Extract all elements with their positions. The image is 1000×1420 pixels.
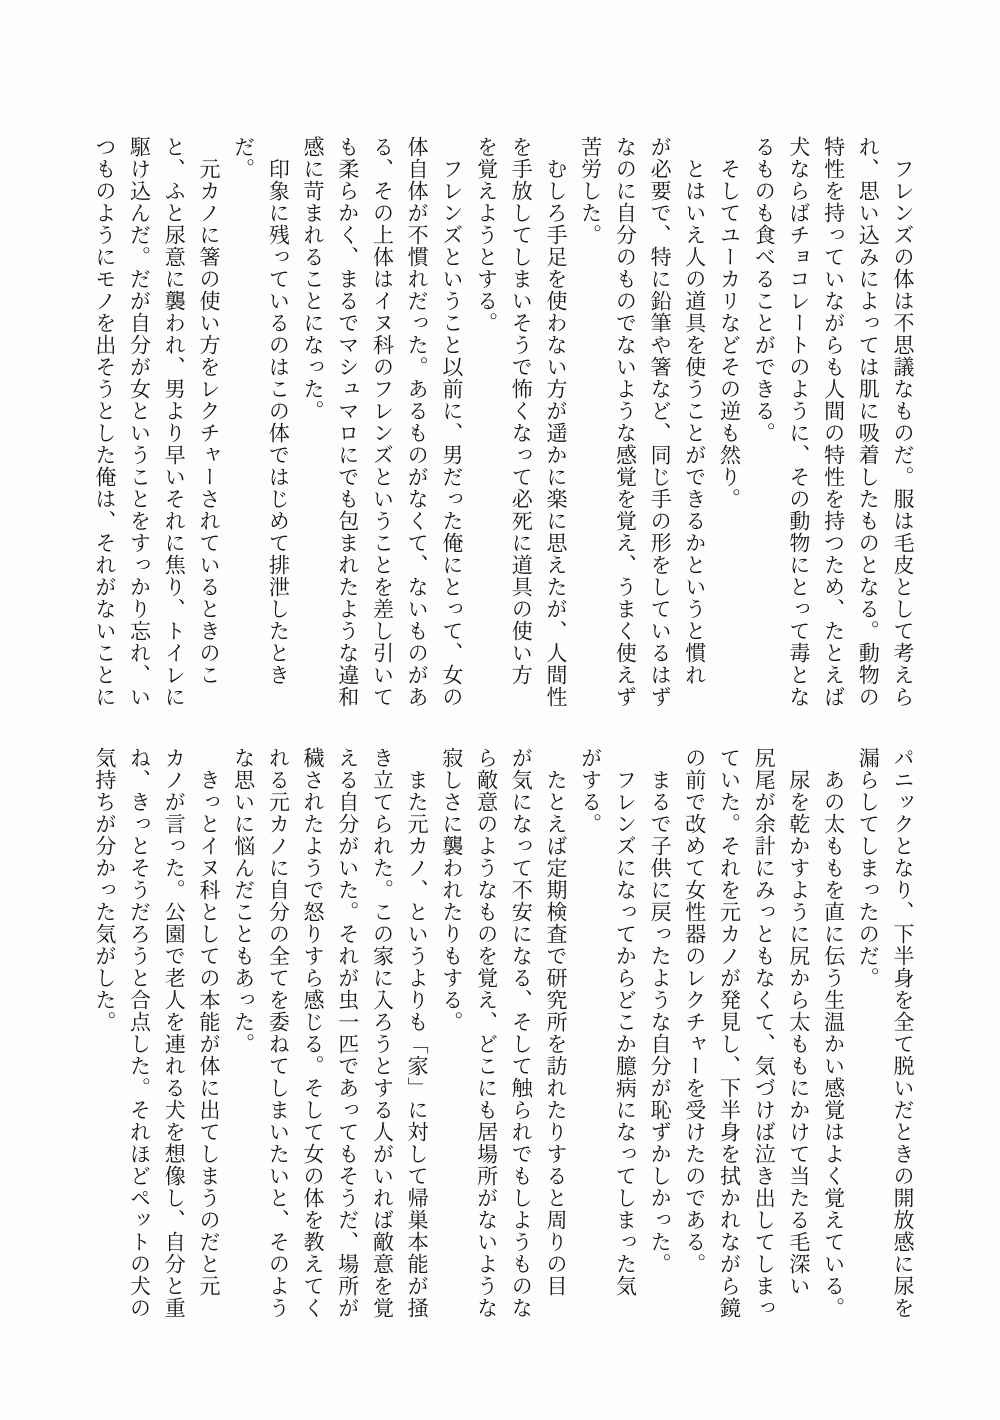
text-column: カノが言った。公園で老人を連れる犬を想像し、自分と重 (162, 747, 187, 1319)
text-column: 特性を持っていながらも人間の特性を持つため、たとえば (821, 136, 846, 708)
text-column: パニックとなり、下半身を全て脱いだときの開放感に尿を (891, 747, 915, 1319)
text-column: まるで子供に戻ったような自分が恥ずかしかった。 (648, 769, 673, 1275)
text-column: ていた。それを元カノが発見し、下半身を拭かれながら鏡 (717, 747, 742, 1319)
text-column: の前で改めて女性器のレクチャーを受けたのである。 (682, 747, 707, 1275)
text-column: また元カノ、というよりも「家」に対して帰巣本能が掻 (405, 769, 430, 1319)
text-column: そしてユーカリなどその逆も然り。 (717, 158, 742, 510)
text-column: 犬ならばチョコレートのように、その動物にとって毒とな (786, 136, 811, 708)
text-column: 穢されたようで怒りすら感じる。そして女の体を教えてく (301, 747, 326, 1319)
text-column: れ、思い込みによっては肌に吸着したものとなる。動物の (856, 136, 881, 708)
text-column: 尻尾が余計にみっともなくて、気づけば泣き出してしまっ (752, 747, 777, 1319)
text-column: フレンズということ以前に、男だった俺にとって、女の (439, 158, 464, 708)
text-column: を覚えようとする。 (474, 136, 499, 334)
text-column: が気になって不安になる、そして触られでもしようものな (509, 747, 534, 1319)
text-column: きっとイヌ科としての本能が体に出てしまうのだと元 (196, 769, 221, 1297)
text-column: る、その上体はイヌ科のフレンズということを差し引いて (370, 136, 395, 708)
text-column: な思いに悩んだこともあった。 (231, 747, 256, 1055)
text-column: を手放してしまいそうで怖くなって必死に道具の使い方 (509, 136, 534, 686)
text-column: フレンズになってからどこか臆病になってしまった気 (613, 769, 638, 1297)
text-column: が必要で、特に鉛筆や箸など、同じ手の形をしているはず (648, 136, 673, 708)
text-column: ね、きっとそうだろうと合点した。それほどペットの犬の (127, 747, 152, 1319)
text-column: 体自体が不慣れだった。あるものがなくて、ないものがあ (405, 136, 430, 708)
text-column: だ。 (231, 136, 256, 180)
text-column: も柔らかく、まるでマシュマロにでも包まれたような違和 (335, 136, 360, 708)
text-column: 気持ちが分かった気がした。 (92, 747, 117, 1033)
text-column: ら敵意のようなものを覚え、どこにも居場所がないような (474, 747, 499, 1319)
text-column: 寂しさに襲われたりもする。 (439, 747, 464, 1033)
text-column: なのに自分のものでないような感覚を覚え、うまく使えず (613, 136, 638, 708)
bottom-text-block (87, 747, 920, 1325)
text-column: 元カノに箸の使い方をレクチャーされているときのこ (196, 158, 221, 686)
text-column: 駆け込んだ。だが自分が女ということをすっかり忘れ、い (127, 136, 152, 708)
text-column: るものも食べることができる。 (752, 136, 777, 444)
text-column: とはいえ人の道具を使うことができるかというと慣れ (682, 158, 707, 686)
text-column: 苦労した。 (578, 136, 603, 246)
text-column: フレンズの体は不思議なものだ。服は毛皮として考えら (891, 158, 915, 708)
text-column: がする。 (578, 747, 603, 835)
text-column: える自分がいた。それが虫一匹であってもそうだ、場所が (335, 747, 360, 1319)
top-text-block (87, 136, 920, 714)
text-column: むしろ手足を使わない方が遥かに楽に思えたが、人間性 (543, 158, 568, 708)
text-column: つものようにモノを出そうとした俺は、それがないことに (92, 136, 117, 708)
text-column: き立てられた。この家に入ろうとする人がいれば敵意を覚 (370, 747, 395, 1319)
text-column: れる元カノに自分の全てを委ねてしまいたいと、そのよう (266, 747, 291, 1319)
text-column: と、ふと尿意に襲われ、男より早いそれに焦り、トイレに (162, 136, 187, 708)
text-column: あの太ももを直に伝う生温かい感覚はよく覚えている。 (821, 769, 846, 1319)
text-column: 漏らしてしまったのだ。 (856, 747, 881, 989)
text-column: 印象に残っているのはこの体ではじめて排泄したとき (266, 158, 291, 686)
text-column: たとえば定期検査で研究所を訪れたりすると周りの目 (543, 769, 568, 1297)
text-column: 感に苛まれることになった。 (301, 136, 326, 422)
text-column: 尿を乾かすように尻から太ももにかけて当たる毛深い (786, 769, 811, 1297)
